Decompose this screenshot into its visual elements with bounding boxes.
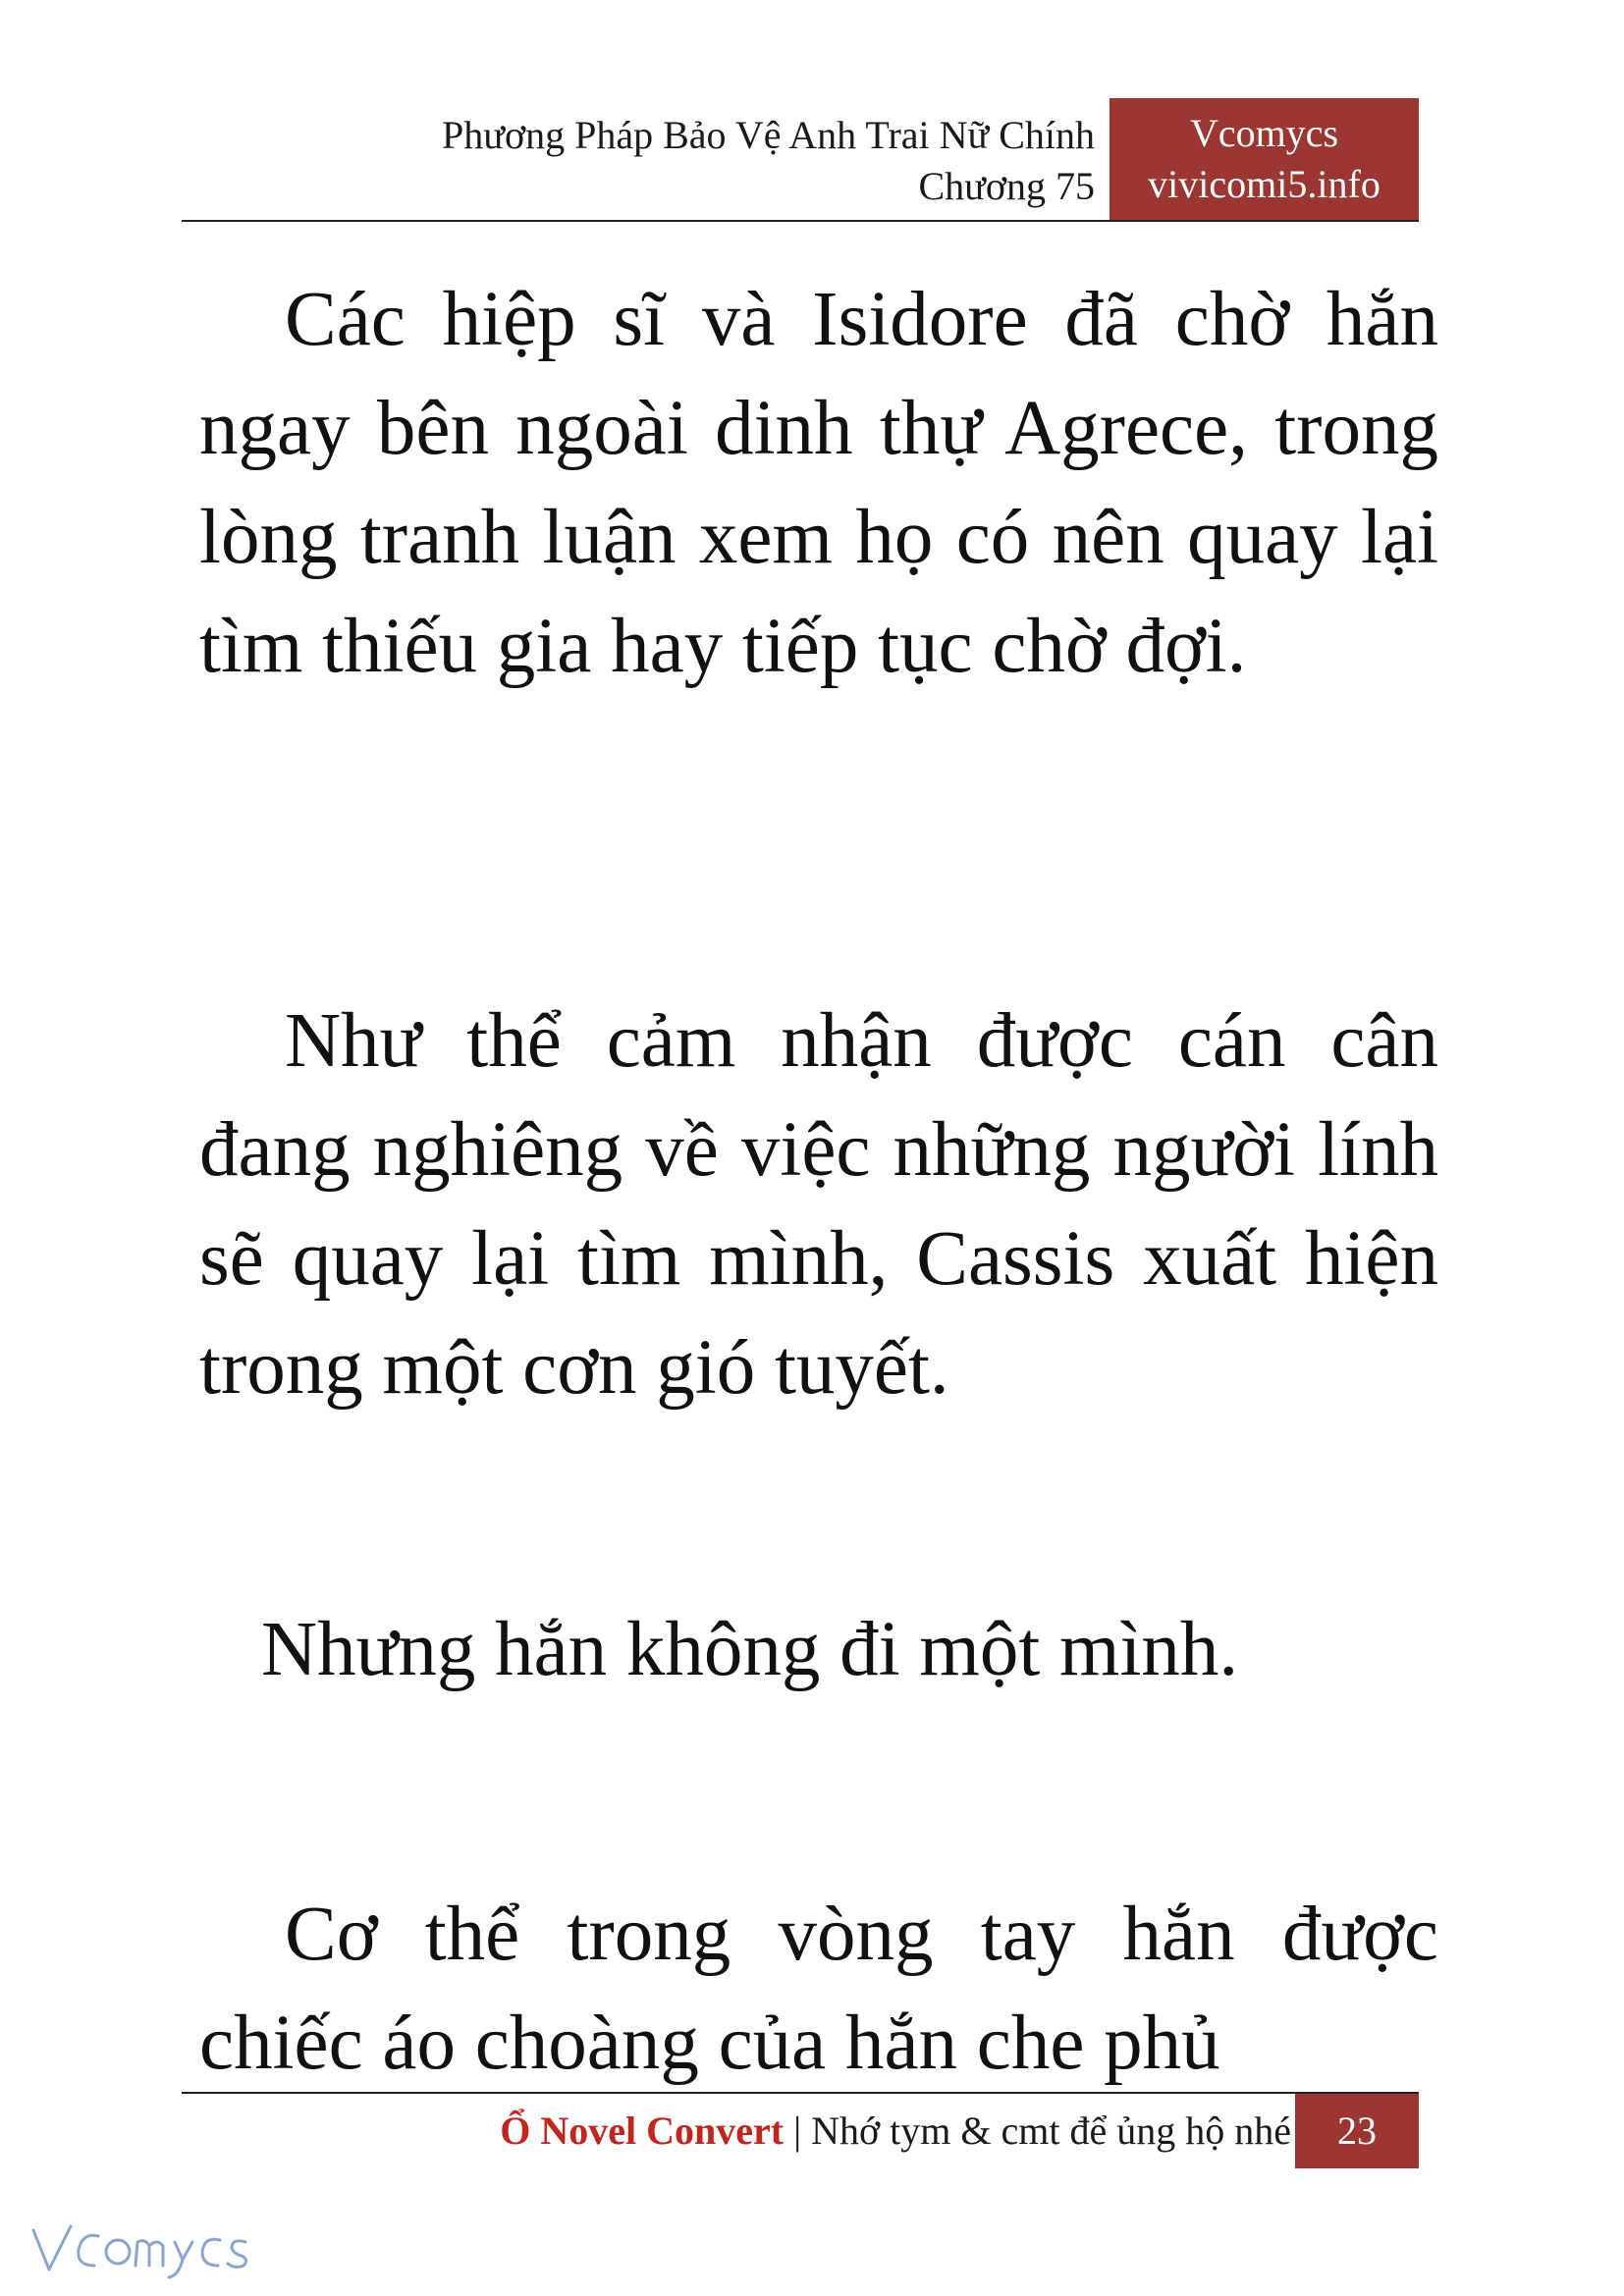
site-badge — [1110, 98, 1419, 220]
paragraph: Nhưng hắn không đi một mình. — [261, 1607, 1239, 1692]
footer-note: Nhớ tym & cmt để ủng hộ nhé — [811, 2109, 1291, 2153]
footer-brand: Ổ Novel Convert — [500, 2109, 785, 2153]
footer-text — [500, 2104, 1291, 2159]
paragraph: Như thể cảm nhận được cán cân đang nghiêng về việc những người lính sẽ quay lại tìm mình, Cassis xuất hiện trong một cơn gió tuyết. — [199, 998, 1438, 1411]
chapter-label: Chương 75 — [918, 164, 1095, 208]
footer-separator: | — [793, 2109, 802, 2153]
site-url: vivicomi5.info — [1148, 162, 1380, 206]
book-title: Phương Pháp Bảo Vệ Anh Trai Nữ Chính — [442, 113, 1095, 157]
header-divider — [182, 220, 1419, 222]
header-title-block — [442, 110, 1095, 212]
page-number: 23 — [1295, 2094, 1419, 2168]
page-header — [182, 98, 1419, 220]
vcomycs-logo-watermark — [27, 2220, 253, 2281]
paragraph: Cơ thể trong vòng tay hắn được chiếc áo choàng của hắn che phủ — [199, 1892, 1438, 2086]
site-name: Vcomycs — [1189, 111, 1339, 155]
page-footer — [182, 2094, 1419, 2168]
paragraph: Các hiệp sĩ và Isidore đã chờ hắn ngay bên ngoài dinh thự Agrece, trong lòng tranh luận xem họ có nên quay lại tìm thiếu gia hay tiếp tục chờ đợi. — [199, 277, 1438, 689]
